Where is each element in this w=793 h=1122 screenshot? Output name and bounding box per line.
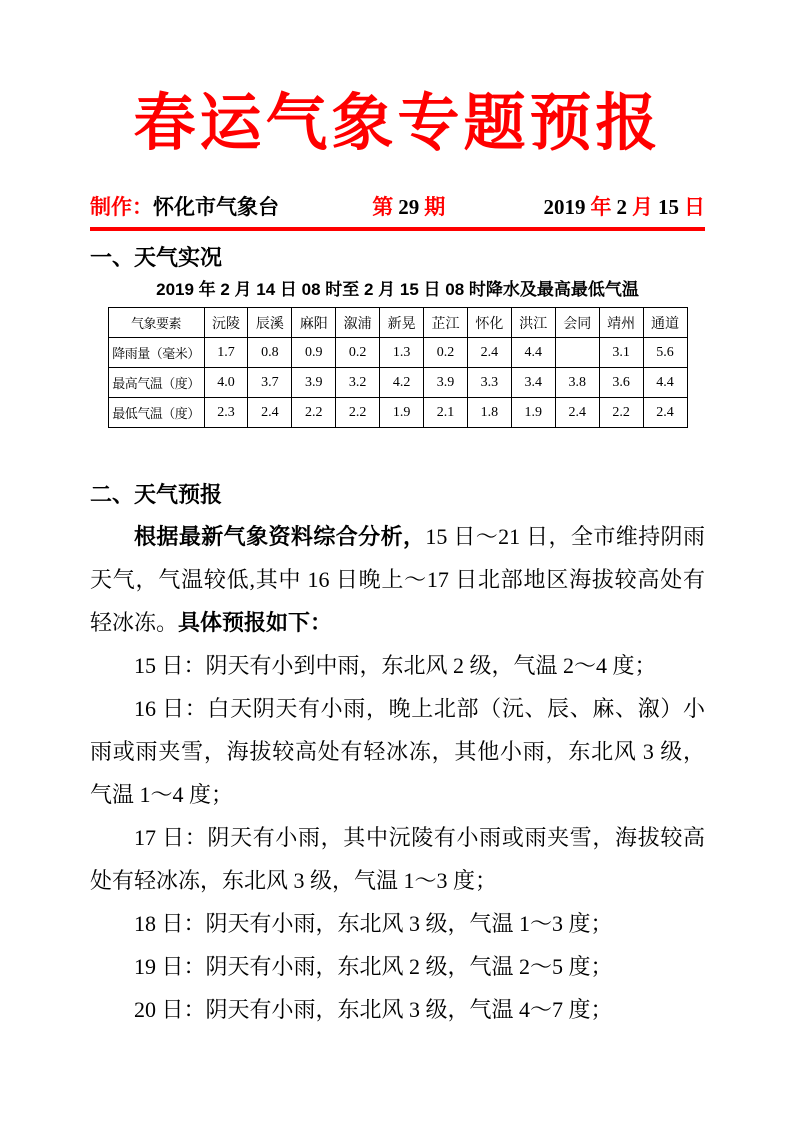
forecast-day-paragraph: 20 日：阴天有小雨，东北风 3 级，气温 4～7 度； bbox=[134, 997, 613, 1022]
table-value-cell: 2.4 bbox=[467, 338, 511, 368]
issue-date bbox=[539, 194, 706, 221]
producer-name: 怀化市气象台 bbox=[153, 196, 279, 219]
table-row bbox=[108, 398, 687, 428]
table-value-cell: 1.3 bbox=[380, 338, 424, 368]
table-body bbox=[108, 338, 687, 428]
table-station-header-cell: 辰溪 bbox=[248, 308, 292, 338]
table-value-cell: 2.2 bbox=[599, 398, 643, 428]
table-row-label: 最高气温（度） bbox=[108, 368, 204, 398]
table-header-row bbox=[108, 308, 687, 338]
table-station-header-cell: 靖州 bbox=[599, 308, 643, 338]
table-station-header-cell: 怀化 bbox=[467, 308, 511, 338]
forecast-day-paragraph: 18 日：阴天有小雨，东北风 3 级，气温 1～3 度； bbox=[134, 911, 613, 936]
table-value-cell: 3.1 bbox=[599, 338, 643, 368]
masthead-info-line bbox=[90, 194, 705, 221]
table-value-cell: 2.4 bbox=[248, 398, 292, 428]
table-value-cell: 4.4 bbox=[643, 368, 687, 398]
table-row bbox=[108, 338, 687, 368]
table-value-cell: 3.9 bbox=[424, 368, 468, 398]
table-row-label: 最低气温（度） bbox=[108, 398, 204, 428]
date-year-unit: 年 bbox=[590, 196, 612, 219]
table-value-cell: 4.4 bbox=[511, 338, 555, 368]
table-value-cell: 3.3 bbox=[467, 368, 511, 398]
masthead-red-rule bbox=[90, 227, 705, 231]
section-heading-observation: 一、天气实况 bbox=[90, 245, 223, 270]
issue-number: 29 bbox=[398, 195, 420, 219]
table-value-cell: 1.9 bbox=[380, 398, 424, 428]
forecast-intro-emphasis: 根据最新气象资料综合分析， bbox=[134, 524, 426, 549]
table-value-cell: 2.1 bbox=[424, 398, 468, 428]
forecast-day-paragraph: 17 日：阴天有小雨，其中沅陵有小雨或雨夹雪，海拔较高处有轻冰冻，东北风 3 级，气温 1～3 度； bbox=[90, 825, 705, 893]
table-value-cell: 3.4 bbox=[511, 368, 555, 398]
table-value-cell: 0.2 bbox=[336, 338, 380, 368]
producer-group bbox=[90, 194, 279, 221]
table-value-cell: 2.2 bbox=[292, 398, 336, 428]
table-value-cell: 1.7 bbox=[204, 338, 248, 368]
section-heading-forecast: 二、天气预报 bbox=[90, 482, 223, 507]
table-value-cell: 3.7 bbox=[248, 368, 292, 398]
date-month: 2 bbox=[616, 195, 627, 219]
table-station-header-cell: 麻阳 bbox=[292, 308, 336, 338]
table-value-cell: 3.6 bbox=[599, 368, 643, 398]
table-value-cell: 3.2 bbox=[336, 368, 380, 398]
forecast-intro-text: 15 日～21 日，全市维持阴雨天气，气温较低,其中 16 日晚上～17 日北部地区海拔较高处有轻冰冻。 bbox=[90, 524, 705, 635]
forecast-intro-emphasis-2: 具体预报如下： bbox=[178, 610, 333, 635]
table-station-header-cell: 沅陵 bbox=[204, 308, 248, 338]
producer-label: 制作： bbox=[90, 196, 153, 219]
weather-observation-table bbox=[108, 307, 688, 428]
issue-number-group bbox=[372, 194, 445, 221]
table-value-cell: 4.0 bbox=[204, 368, 248, 398]
table-row-label: 降雨量（毫米） bbox=[108, 338, 204, 368]
forecast-day-paragraph: 16 日：白天阴天有小雨，晚上北部（沅、辰、麻、溆）小雨或雨夹雪，海拔较高处有轻冰冻，其他小雨，东北风 3 级，气温 1～4 度； bbox=[90, 696, 705, 807]
table-value-cell bbox=[555, 338, 599, 368]
table-row bbox=[108, 368, 687, 398]
document-title: 春运气象专题预报 bbox=[133, 90, 662, 158]
forecast-day-paragraph: 19 日：阴天有小雨，东北风 2 级，气温 2～5 度； bbox=[134, 954, 613, 979]
table-station-header-cell: 会同 bbox=[555, 308, 599, 338]
table-value-cell: 2.4 bbox=[643, 398, 687, 428]
table-value-cell: 4.2 bbox=[380, 368, 424, 398]
forecast-intro-paragraph bbox=[90, 515, 705, 644]
table-value-cell: 0.9 bbox=[292, 338, 336, 368]
table-value-cell: 0.2 bbox=[424, 338, 468, 368]
table-corner-cell: 气象要素 bbox=[108, 308, 204, 338]
table-value-cell: 5.6 bbox=[643, 338, 687, 368]
date-year: 2019 bbox=[543, 195, 586, 219]
table-value-cell: 2.4 bbox=[555, 398, 599, 428]
date-day-unit: 日 bbox=[684, 196, 705, 219]
table-value-cell: 3.9 bbox=[292, 368, 336, 398]
table-value-cell: 0.8 bbox=[248, 338, 292, 368]
forecast-day-paragraph: 15 日：阴天有小到中雨，东北风 2 级，气温 2～4 度； bbox=[134, 653, 657, 678]
table-station-header-cell: 芷江 bbox=[424, 308, 468, 338]
table-station-header-cell: 洪江 bbox=[511, 308, 555, 338]
table-value-cell: 3.8 bbox=[555, 368, 599, 398]
issue-prefix: 第 bbox=[372, 196, 394, 219]
table-station-header-cell: 通道 bbox=[643, 308, 687, 338]
issue-suffix: 期 bbox=[424, 196, 446, 219]
observation-table-title: 2019 年 2 月 14 日 08 时至 2 月 15 日 08 时降水及最高最低气温 bbox=[156, 280, 639, 299]
table-value-cell: 2.3 bbox=[204, 398, 248, 428]
table-station-header-cell: 溆浦 bbox=[336, 308, 380, 338]
table-value-cell: 2.2 bbox=[336, 398, 380, 428]
date-day: 15 bbox=[658, 195, 679, 219]
table-value-cell: 1.8 bbox=[467, 398, 511, 428]
table-station-header-cell: 新晃 bbox=[380, 308, 424, 338]
date-month-unit: 月 bbox=[632, 196, 653, 219]
forecast-body bbox=[90, 515, 705, 1031]
document-content bbox=[0, 86, 793, 1031]
table-value-cell: 1.9 bbox=[511, 398, 555, 428]
